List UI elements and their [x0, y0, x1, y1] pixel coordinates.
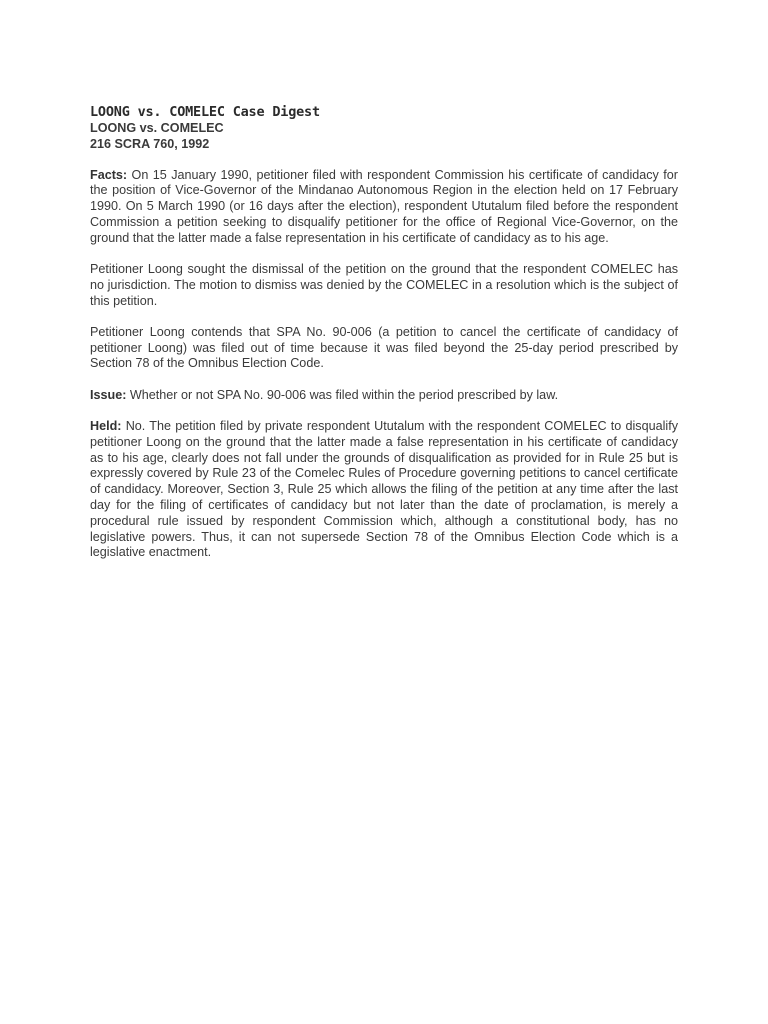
case-citation: 216 SCRA 760, 1992	[90, 136, 210, 151]
facts-label: Facts:	[90, 167, 128, 182]
contention-paragraph: Petitioner Loong contends that SPA No. 90-006 (a petition to cancel the certificate of candidacy of petitioner Loong) was filed out of time because it was filed beyond the 25-day period prescribed by Section 78 of the Omnibus Election Code.	[90, 324, 678, 371]
facts-paragraph	[90, 168, 678, 247]
issue-label: Issue:	[90, 387, 127, 402]
document-title: LOONG vs. COMELEC Case Digest	[90, 104, 320, 120]
case-name: LOONG vs. COMELEC	[90, 121, 224, 135]
motion-paragraph: Petitioner Loong sought the dismissal of the petition on the ground that the respondent COMELEC has no jurisdiction. The motion to dismiss was denied by the COMELEC in a resolution which is the subject of this petition.	[90, 261, 678, 308]
issue-text: Whether or not SPA No. 90-006 was filed within the period prescribed by law.	[129, 387, 559, 402]
held-text: No. The petition filed by private respondent Ututalum with the respondent COMELEC to disqualify petitioner Loong on the ground that the latter made a false representation in his certificate of candidacy as to his age, clearly does not fall under the grounds of disqualification as provided for in Rule 25 but is expressly covered by Rule 23 of the Comelec Rules of Procedure governing petitions to cancel certificate of candidacy. Moreover, Section 3, Rule 25 which allows the filing of the petition at any time after the last day for the filing of certificates of candidacy but not later than the date of proclamation, is merely a procedural rule issued by respondent Commission which, although a constitutional body, has no legislative powers. Thus, it can not supersede Section 78 of the Omnibus Election Code which is a legislative enactment.	[90, 419, 678, 560]
held-label: Held:	[90, 419, 122, 434]
issue-paragraph	[90, 388, 678, 404]
held-paragraph	[90, 419, 678, 561]
document-body	[90, 104, 678, 561]
facts-text: On 15 January 1990, petitioner filed with respondent Commission his certificate of candidacy for the position of Vice-Governor of the Mindanao Autonomous Region in the election held on 17 February 1990. On 5 March 1990 (or 16 days after the election), respondent Ututalum filed before the respondent Commission a petition seeking to disqualify petitioner for the office of Regional Vice-Governor, on the ground that the latter made a false representation in his certificate of candidacy as to his age.	[90, 167, 678, 245]
